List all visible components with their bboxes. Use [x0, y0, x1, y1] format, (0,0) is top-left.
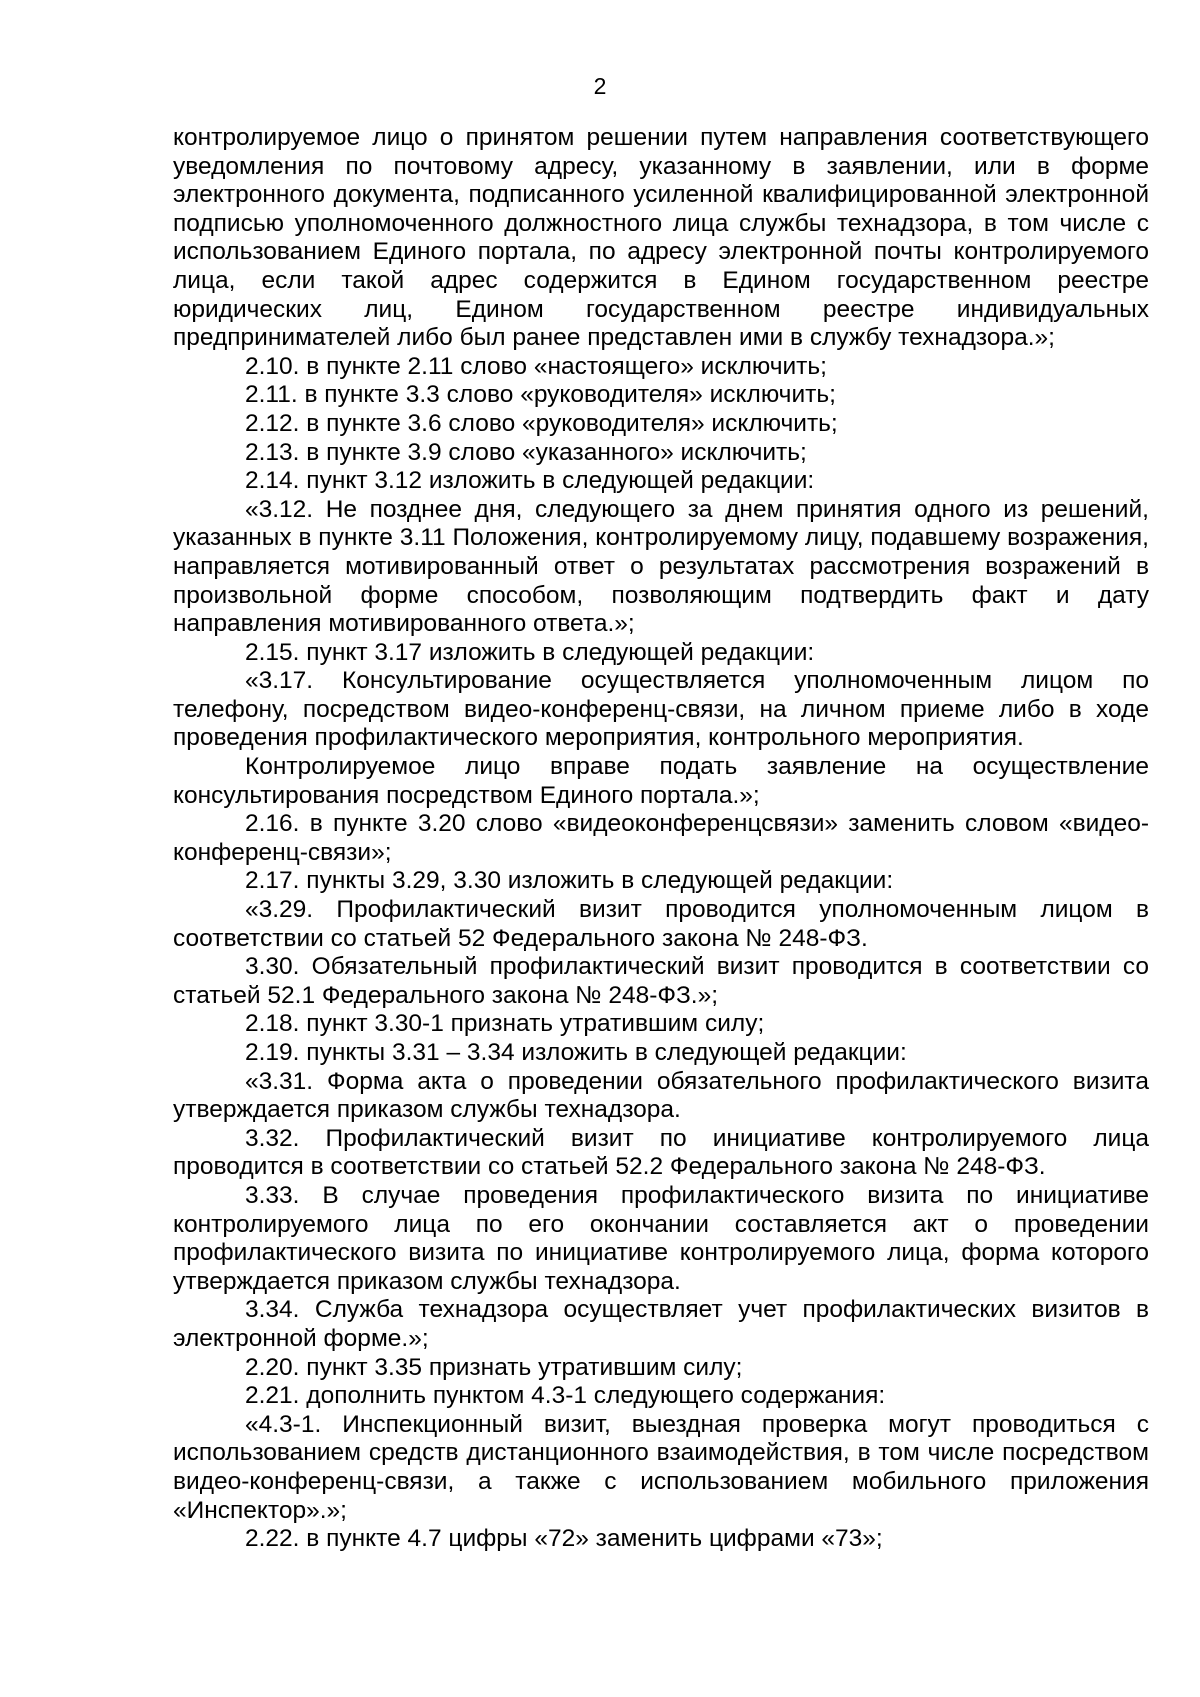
paragraph: 2.16. в пункте 3.20 слово «видеоконференцсвязи» заменить словом «видео-конференц-связи»;	[173, 810, 1149, 866]
paragraph: 2.21. дополнить пунктом 4.3-1 следующего содержания:	[245, 1382, 886, 1410]
paragraph: «3.17. Консультирование осуществляется уполномоченным лицом по телефону, посредством видео-конференц-связи, на личном приеме либо в ходе проведения профилактического мероприятия, контрольного мероприятия.	[173, 667, 1149, 752]
paragraph: Контролируемое лицо вправе подать заявление на осуществление консультирования посредством Единого портала.»;	[173, 753, 1149, 809]
paragraph: «4.3-1. Инспекционный визит, выездная проверка могут проводиться с использованием средств дистанционного взаимодействия, в том числе посредством видео-конференц-связи, а также с использованием мобильного приложения «Инспектор».»;	[173, 1410, 1149, 1524]
paragraph: 2.11. в пункте 3.3 слово «руководителя» исключить;	[245, 381, 836, 409]
page-number: 2	[593, 73, 607, 99]
paragraph: 2.14. пункт 3.12 изложить в следующей редакции:	[245, 467, 815, 495]
paragraph: 2.19. пункты 3.31 – 3.34 изложить в следующей редакции:	[245, 1039, 907, 1066]
paragraph: «3.31. Форма акта о проведении обязательного профилактического визита утверждается приказом службы технадзора.	[173, 1067, 1149, 1124]
document-body	[173, 124, 1149, 1554]
paragraph: 2.13. в пункте 3.9 слово «указанного» исключить;	[245, 438, 807, 466]
paragraph: 2.12. в пункте 3.6 слово «руководителя» исключить;	[245, 409, 838, 437]
paragraph: «3.29. Профилактический визит проводится уполномоченным лицом в соответствии со статьей 52 Федерального закона № 248-ФЗ.	[173, 896, 1149, 952]
paragraph: 2.20. пункт 3.35 признать утратившим силу;	[245, 1353, 743, 1381]
paragraph: 3.30. Обязательный профилактический визит проводится в соответствии со статьей 52.1 Федерального закона № 248-ФЗ.»;	[173, 953, 1149, 1009]
paragraph: 3.32. Профилактический визит по инициативе контролируемого лица проводится в соответствии со статьей 52.2 Федерального закона № 248-ФЗ.	[173, 1124, 1149, 1181]
paragraph: 2.18. пункт 3.30-1 признать утратившим силу;	[245, 1010, 765, 1038]
paragraph: 2.17. пункты 3.29, 3.30 изложить в следующей редакции:	[245, 867, 894, 895]
paragraph: «3.12. Не позднее дня, следующего за днем принятия одного из решений, указанных в пункте 3.11 Положения, контролируемому лицу, подавшему возражения, направляется мотивированный ответ о результатах рассмотрения возражений в произвольной форме способом, позволяющим подтвердить факт и дату направления мотивированного ответа.»;	[173, 495, 1149, 638]
paragraph: контролируемое лицо о принятом решении путем направления соответствующего уведомления по почтовому адресу, указанному в заявлении, или в форме электронного документа, подписанного усиленной квалифицированной электронной подписью уполномоченного должностного лица службы технадзора, в том числе с использованием Единого портала, по адресу электронной почты контролируемого лица, если такой адрес содержится в Едином государственном реестре юридических лиц, Едином государственном реестре индивидуальных предпринимателей либо был ранее представлен ими в службу технадзора.»;	[173, 124, 1149, 352]
paragraph: 2.15. пункт 3.17 изложить в следующей редакции:	[245, 638, 815, 666]
paragraph: 3.34. Служба технадзора осуществляет учет профилактических визитов в электронной форме.»;	[173, 1296, 1149, 1352]
paragraph: 2.22. в пункте 4.7 цифры «72» заменить цифрами «73»;	[245, 1525, 883, 1553]
paragraph: 3.33. В случае проведения профилактического визита по инициативе контролируемого лица по его окончании составляется акт о проведении профилактического визита по инициативе контролируемого лица, форма которого утверждается приказом службы технадзора.	[173, 1181, 1149, 1295]
paragraph: 2.10. в пункте 2.11 слово «настоящего» исключить;	[245, 352, 827, 380]
